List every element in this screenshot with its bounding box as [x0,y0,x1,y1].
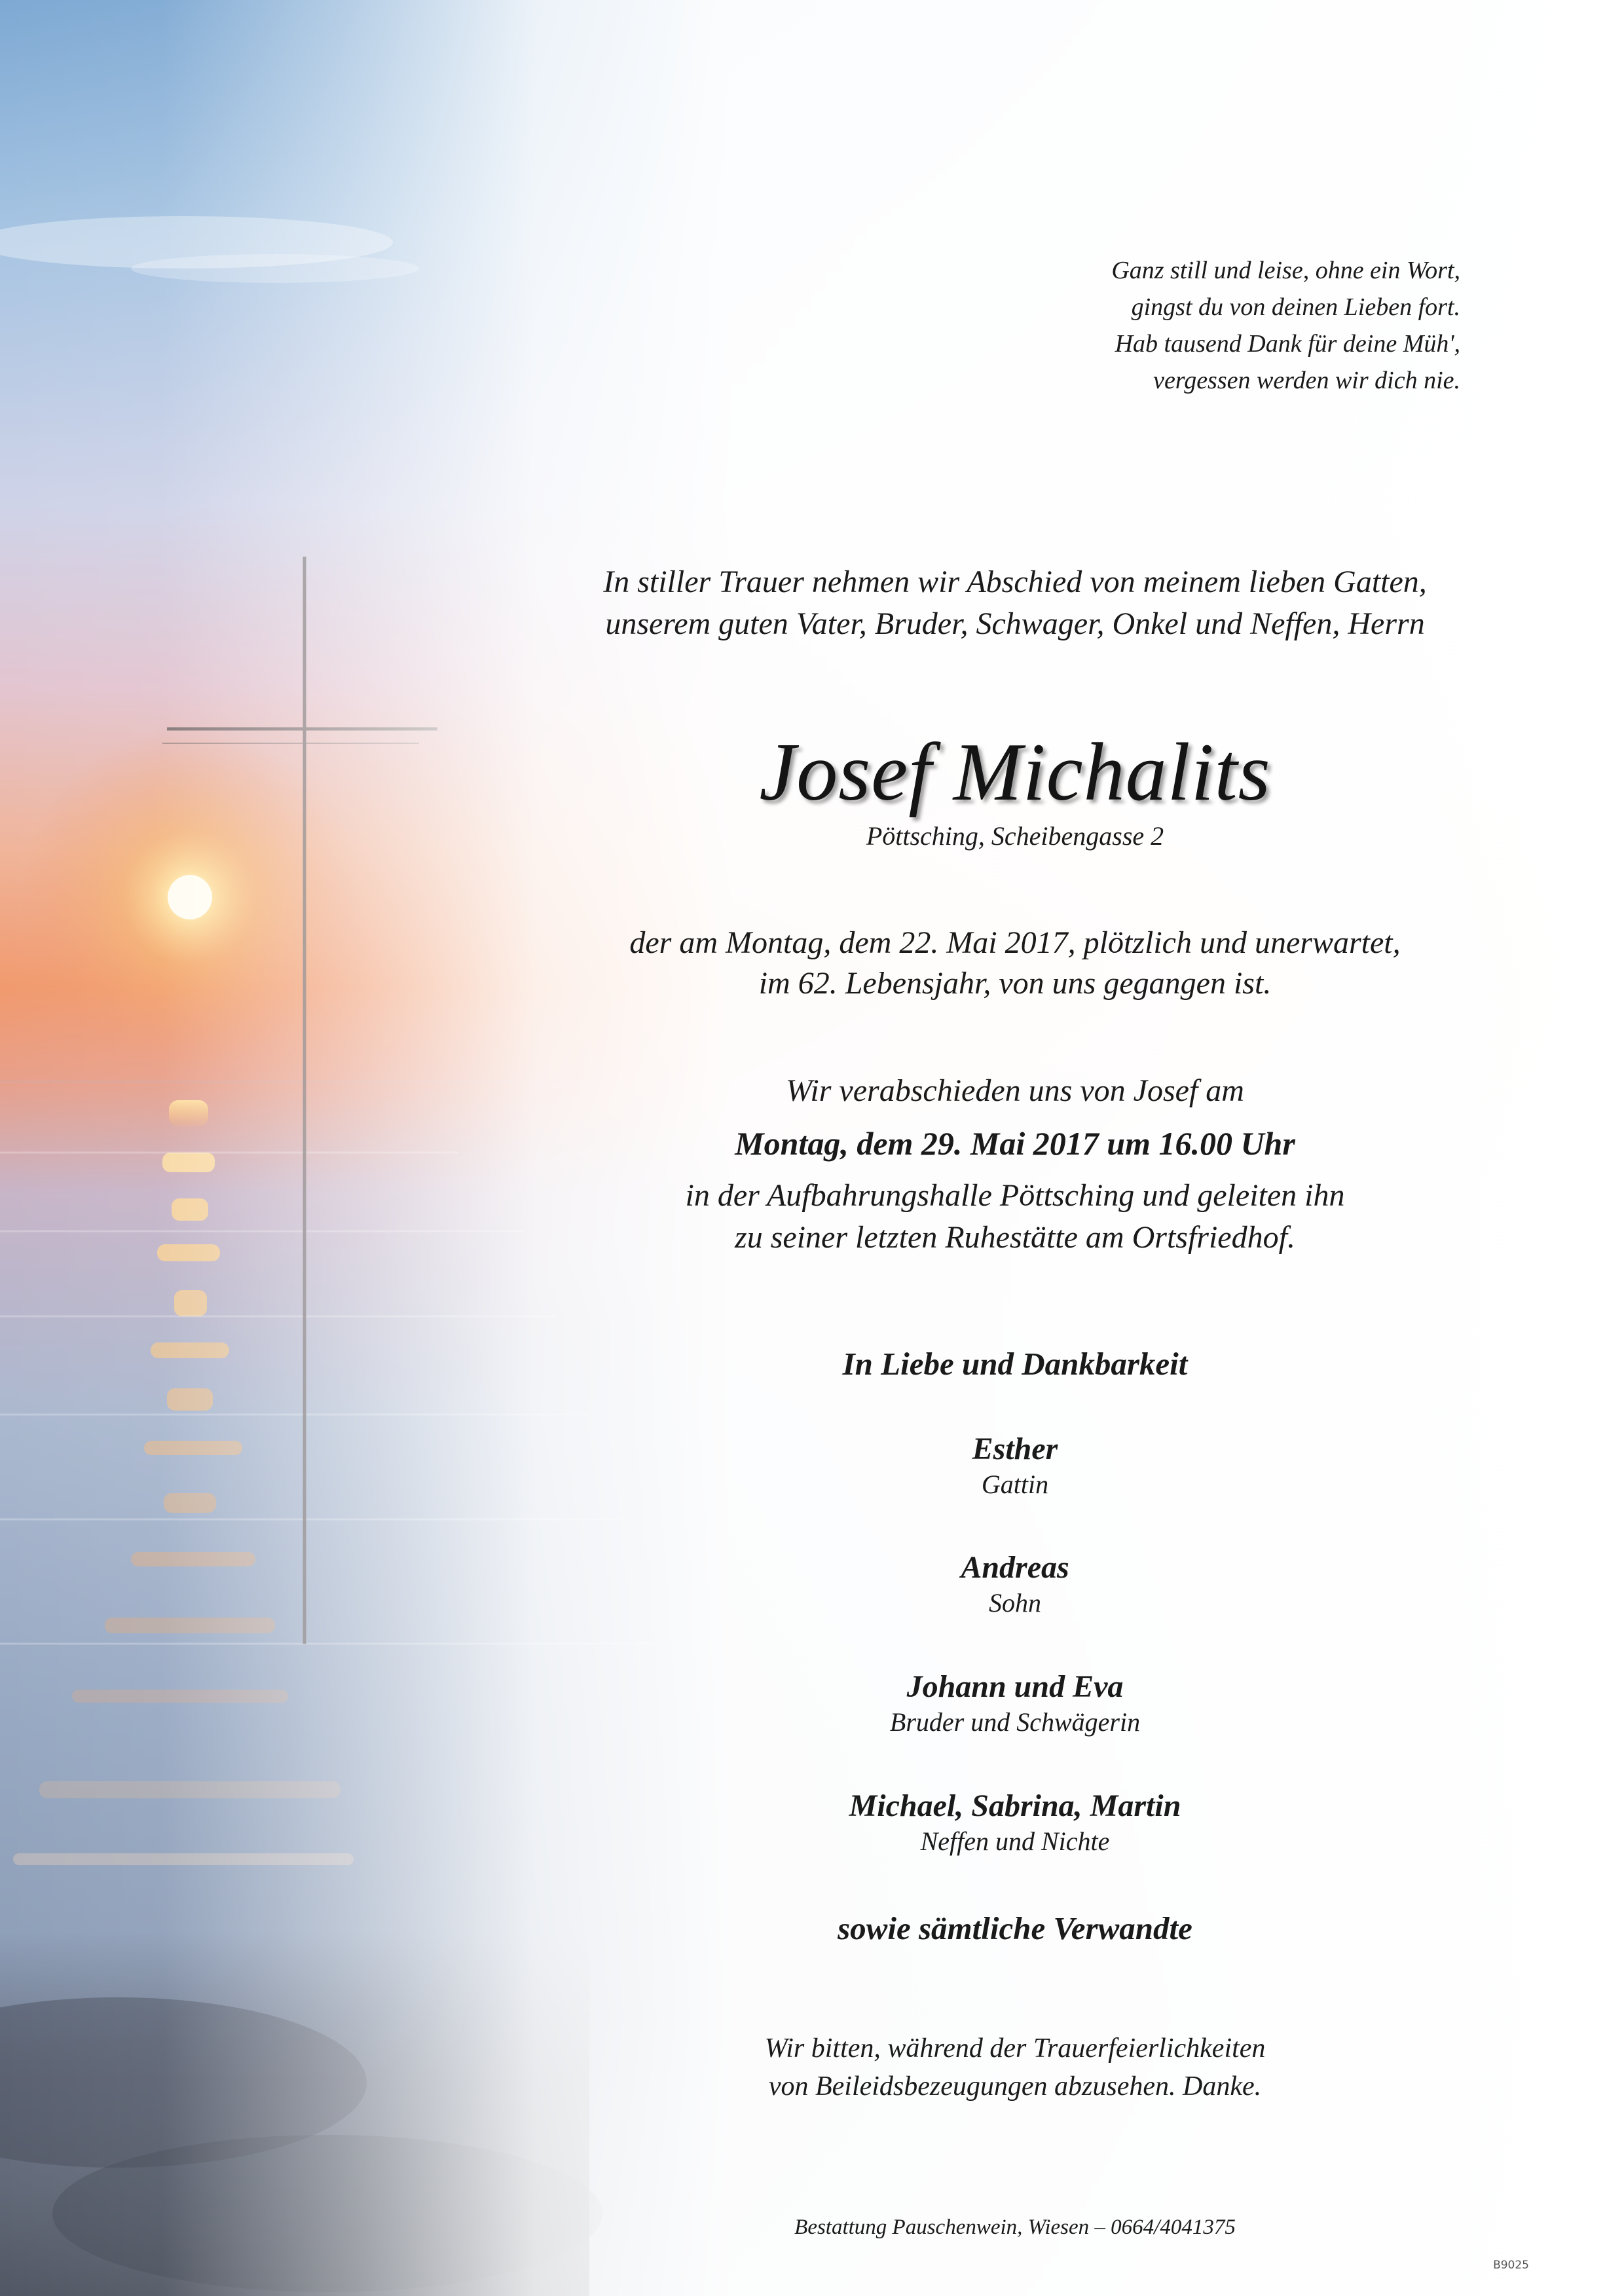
deceased-name: Josef Michalits [759,727,1271,818]
poem-line: Hab tausend Dank für deine Müh', [1115,330,1460,358]
deceased-address: Pöttsching, Scheibengasse 2 [866,821,1164,851]
template-code: B9025 [1493,2259,1529,2272]
intro-line: unserem guten Vater, Bruder, Schwager, Onkel und Neffen, Herrn [605,606,1425,641]
request-line: Wir bitten, während der Trauerfeierlichkeiten [764,2033,1266,2064]
mourner-role: Gattin [981,1470,1049,1499]
death-line: der am Montag, dem 22. Mai 2017, plötzlich und unerwartet, [629,925,1401,960]
poem-line: gingst du von deinen Lieben fort. [1131,293,1460,321]
intro-line: In stiller Trauer nehmen wir Abschied von meinem lieben Gatten, [603,565,1427,599]
mourner-role: Neffen und Nichte [920,1826,1110,1856]
poem-line: Ganz still und leise, ohne ein Wort, [1111,257,1460,284]
mourner-role: Bruder und Schwägerin [889,1707,1141,1737]
death-line: im 62. Lebensjahr, von uns gegangen ist. [758,966,1272,1001]
funeral-line: Wir verabschieden uns von Josef am [786,1073,1244,1108]
funeral-line: zu seiner letzten Ruhestätte am Ortsfriedhof. [735,1220,1295,1255]
mourner-name: Esther [972,1432,1058,1466]
mourner-name: Michael, Sabrina, Martin [849,1788,1181,1823]
funeral-date: Montag, dem 29. Mai 2017 um 16.00 Uhr [735,1125,1295,1162]
mourners-heading: In Liebe und Dankbarkeit [842,1346,1188,1382]
request-line: von Beileidsbezeugungen abzusehen. Danke. [768,2071,1262,2102]
mourner-role: Sohn [989,1588,1041,1618]
poem-line: vergessen werden wir dich nie. [1153,367,1460,394]
mourner-name: Johann und Eva [906,1669,1124,1704]
relatives-line: sowie sämtliche Verwandte [838,1910,1192,1946]
funeral-home-footer: Bestattung Pauschenwein, Wiesen – 0664/4041375 [794,2215,1236,2239]
mourner-name: Andreas [961,1550,1069,1585]
funeral-line: in der Aufbahrungshalle Pöttsching und geleiten ihn [685,1178,1345,1213]
